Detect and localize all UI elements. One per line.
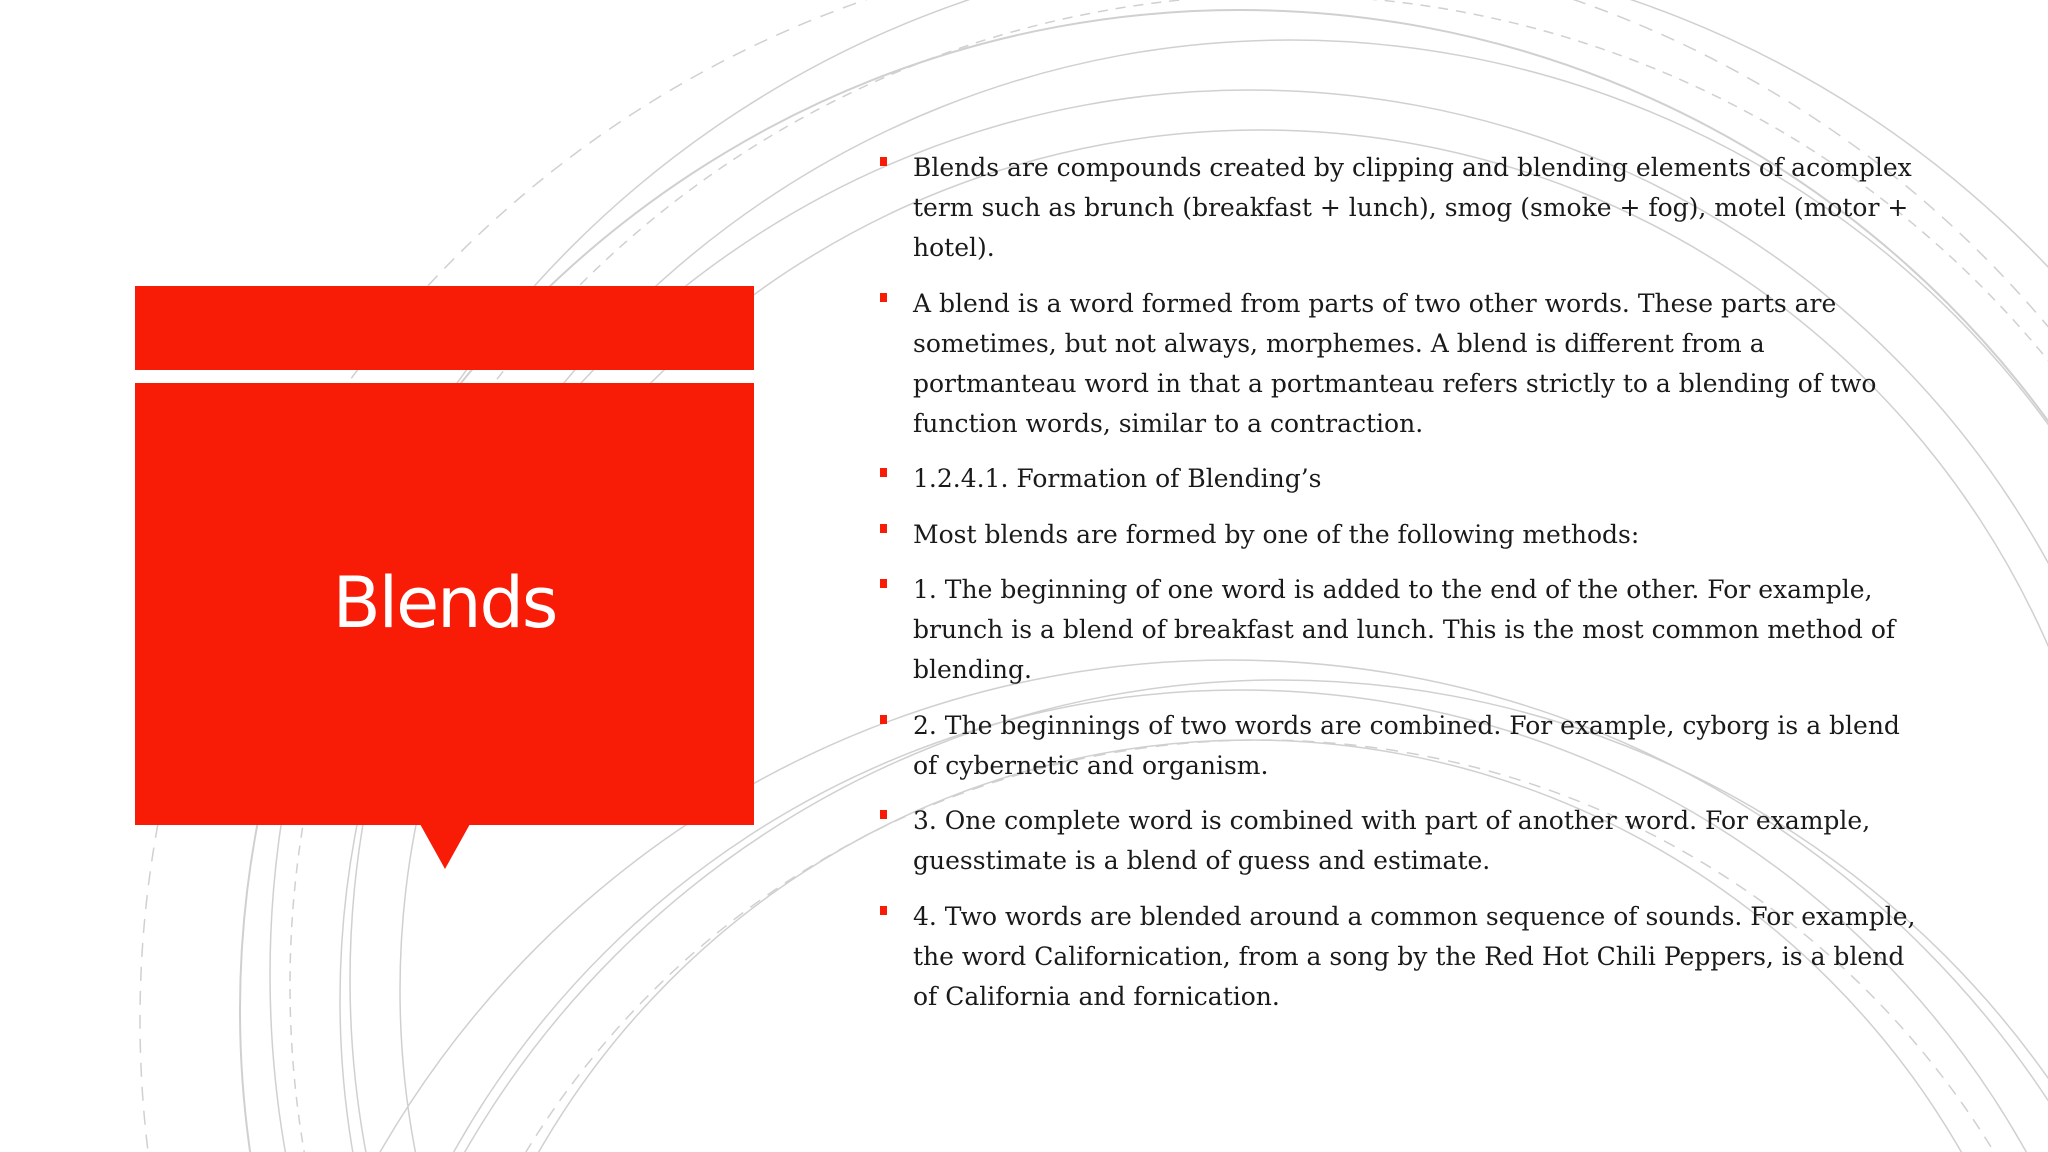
bullet-item	[878, 570, 1918, 690]
bullet-text: 1. The beginning of one word is added to the end of the other. For example, brunch is a blend of breakfast and lunch. This is the most common method of blending.	[913, 575, 1896, 684]
bullet-item	[878, 515, 1918, 555]
bullet-text: 2. The beginnings of two words are combined. For example, cyborg is a blend of cybernetic and organism.	[913, 710, 1900, 780]
title-accent-strip	[135, 286, 754, 370]
bullet-text: A blend is a word formed from parts of two other words. These parts are sometimes, but not always, morphemes. A blend is different from a portmanteau word in that a portmanteau refers strictly to a blending of two function words, similar to a contraction.	[913, 288, 1877, 438]
bullet-square-icon	[880, 157, 887, 166]
bullet-text: 3. One complete word is combined with part of another word. For example, guesstimate is a blend of guess and estimate.	[913, 806, 1871, 875]
bullet-square-icon	[880, 293, 887, 302]
bullet-list	[878, 148, 1918, 1032]
bullet-item	[878, 459, 1918, 499]
bullet-item	[878, 148, 1918, 268]
slide-title: Blends	[332, 562, 557, 644]
title-callout-pointer	[420, 824, 470, 869]
bullet-text: Blends are compounds created by clipping and blending elements of acomplex term such as brunch (breakfast + lunch), smog (smoke + fog), motel (motor + hotel).	[913, 153, 1912, 262]
bullet-text: 1.2.4.1. Formation of Blending’s	[913, 464, 1322, 493]
bullet-square-icon	[880, 524, 887, 533]
bullet-square-icon	[880, 579, 887, 588]
bullet-text: 4. Two words are blended around a common sequence of sounds. For example, the word Californication, from a song by the Red Hot Chili Peppers, is a blend of California and fornication.	[913, 901, 1916, 1011]
bullet-square-icon	[880, 715, 887, 724]
bullet-item	[878, 284, 1918, 444]
bullet-item	[878, 706, 1918, 786]
bullet-square-icon	[880, 810, 887, 819]
bullet-square-icon	[880, 906, 887, 915]
bullet-square-icon	[880, 468, 887, 477]
bullet-text: Most blends are formed by one of the following methods:	[913, 519, 1640, 549]
bullet-item	[878, 897, 1918, 1017]
bullet-item	[878, 801, 1918, 881]
